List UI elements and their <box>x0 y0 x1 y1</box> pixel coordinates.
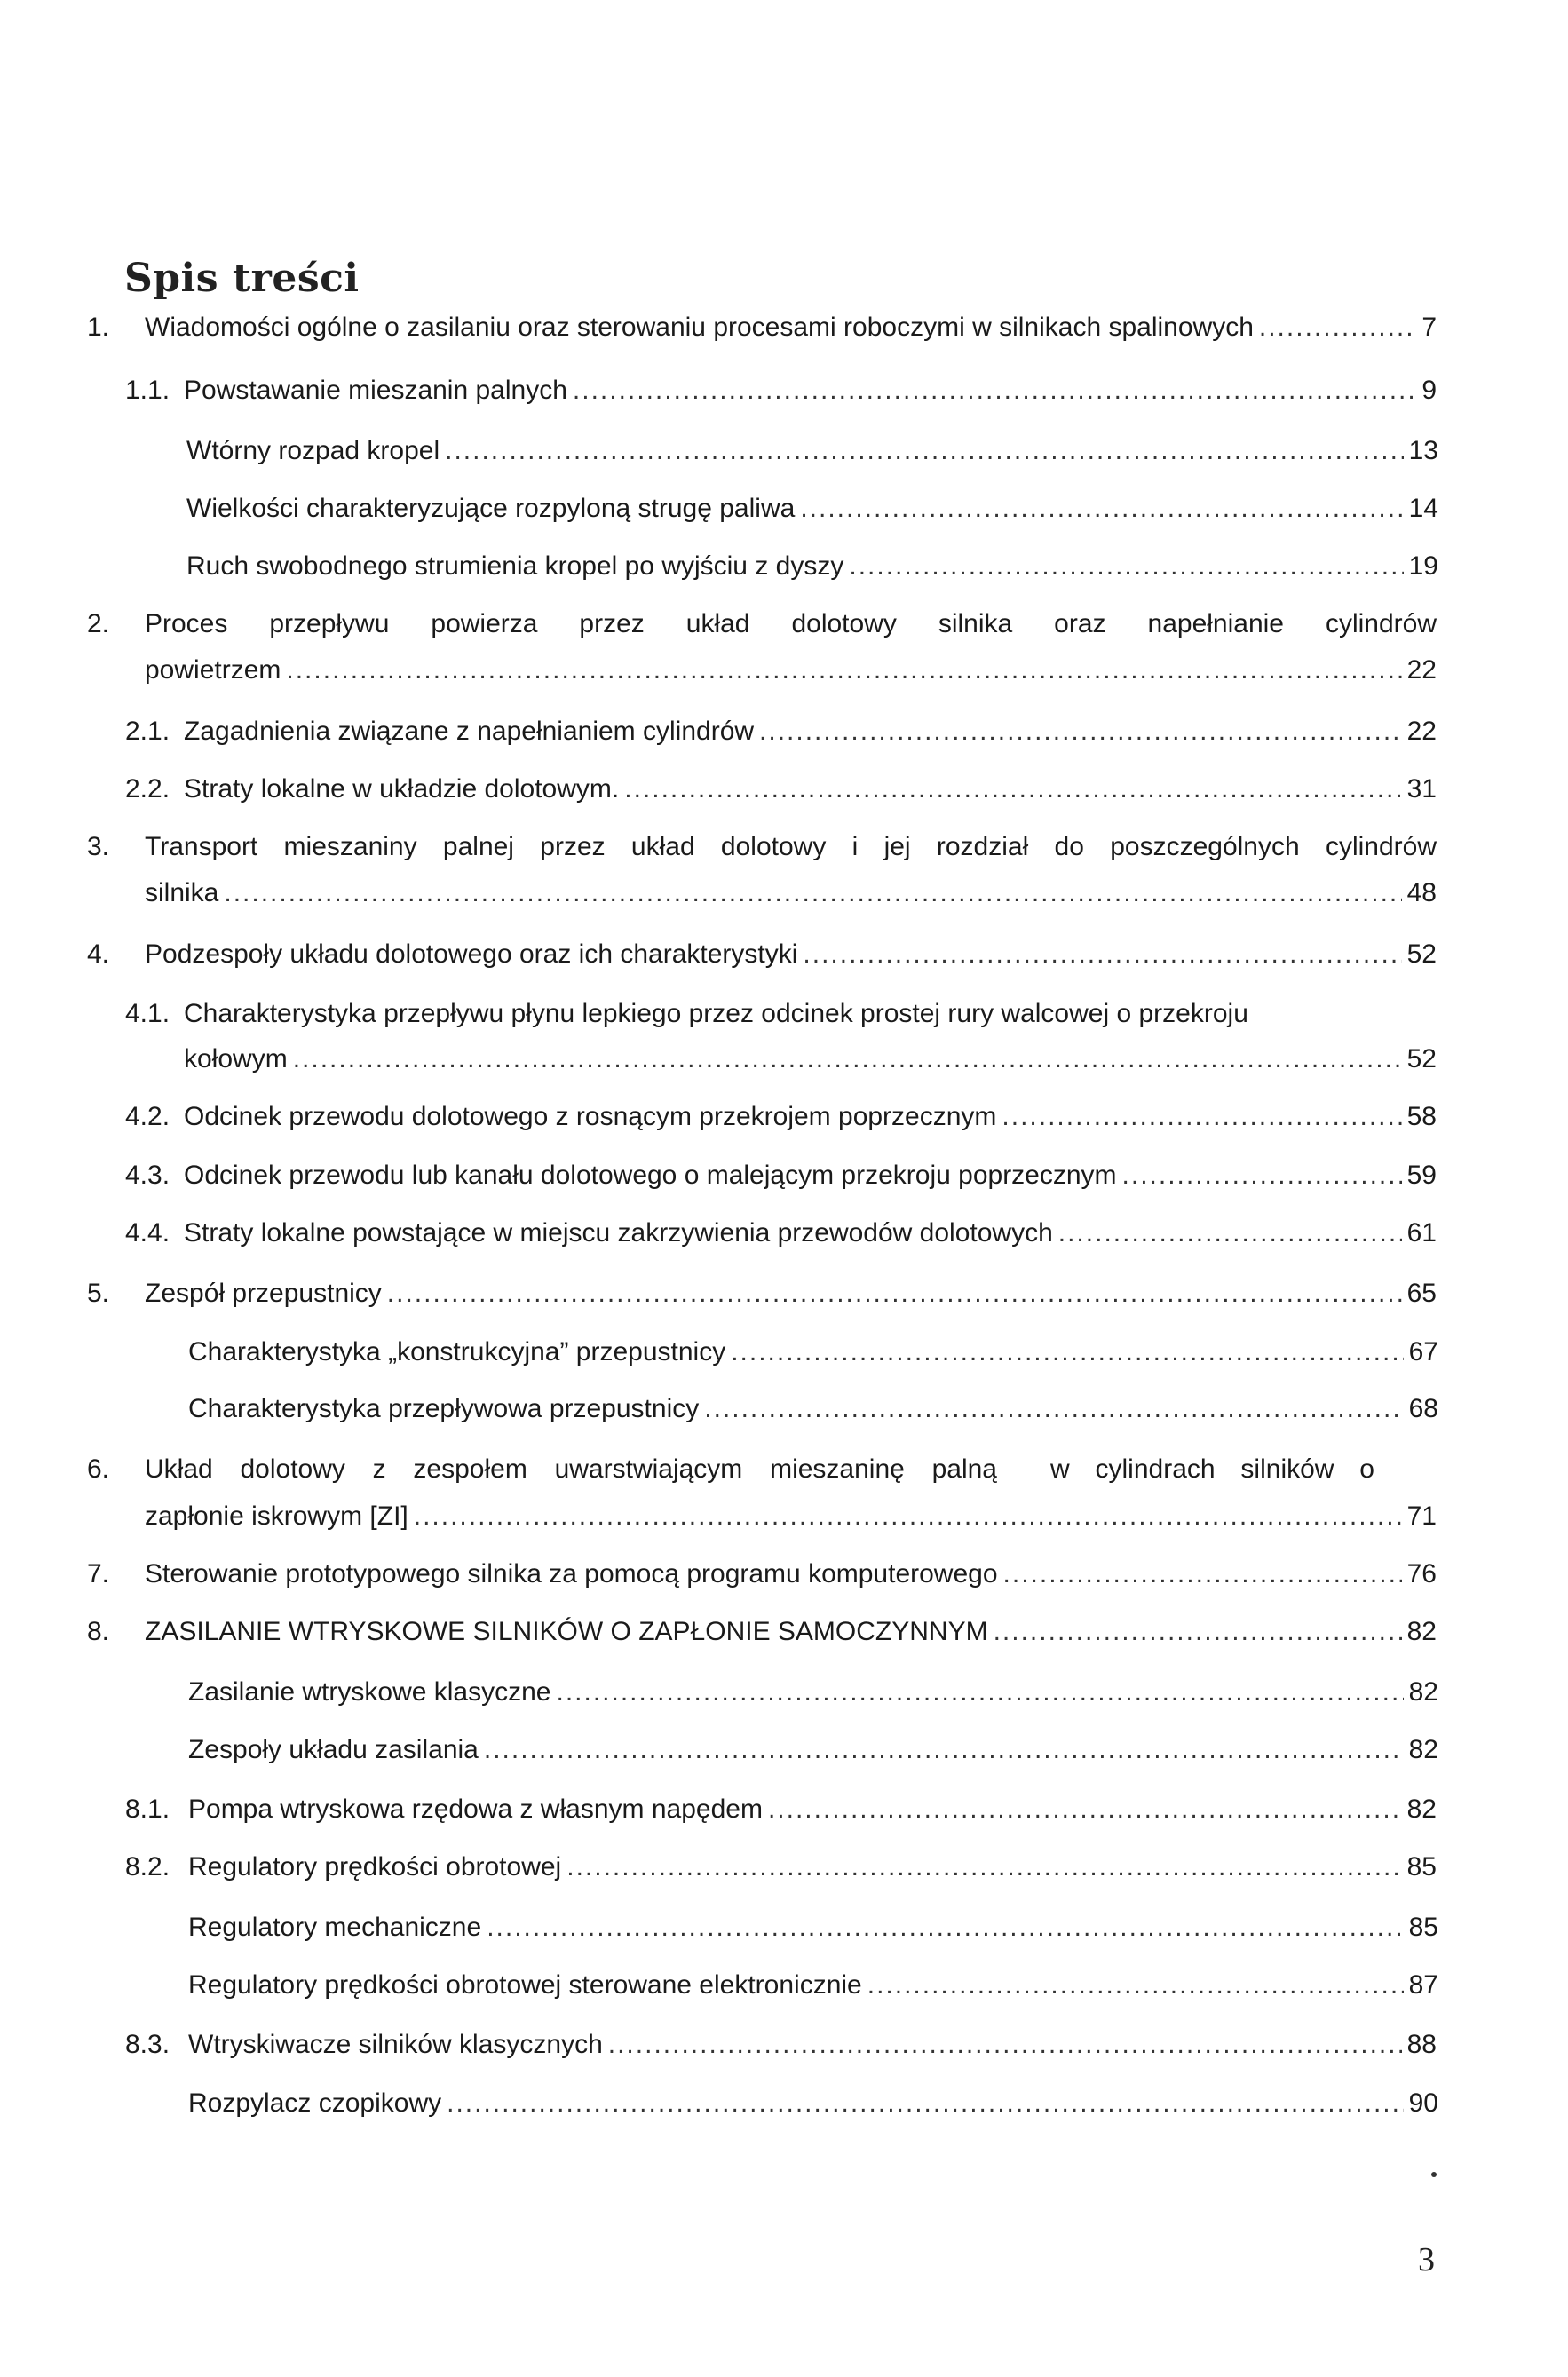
entry-page: 48 <box>1406 878 1437 907</box>
entry-page: 82 <box>1406 1617 1437 1646</box>
entry-number: 6. <box>87 1454 110 1484</box>
dot-leader <box>293 1042 1402 1077</box>
entry-page: 7 <box>1421 313 1437 342</box>
toc-entry[interactable] <box>186 433 1438 469</box>
dot-leader <box>487 1910 1403 1945</box>
dot-leader <box>573 373 1416 408</box>
toc-entry[interactable] <box>184 714 1437 749</box>
entry-label-line1-cont: w cylindrach silników o <box>1050 1454 1374 1484</box>
toc-entry[interactable] <box>188 1850 1437 1885</box>
dot-leader <box>1259 310 1416 345</box>
toc-entry[interactable] <box>184 1216 1437 1251</box>
toc-entry[interactable] <box>184 1042 1437 1077</box>
dot-leader <box>704 1391 1403 1427</box>
entry-label: Zasilanie wtryskowe klasyczne <box>188 1677 551 1707</box>
dot-leader <box>224 876 1401 911</box>
entry-label-line1: Proces przepływu powierza przez układ dolotowy silnika oraz napełnianie cylindrów <box>145 609 1437 638</box>
dot-leader <box>768 1792 1402 1827</box>
entry-page: 31 <box>1406 774 1437 804</box>
entry-number: 1. <box>87 313 110 342</box>
page-title: Spis treści <box>124 256 360 301</box>
entry-number: 4.2. <box>125 1102 170 1131</box>
entry-label: Straty lokalne powstające w miejscu zakrzywienia przewodów dolotowych <box>184 1218 1053 1248</box>
dot-leader <box>867 1968 1404 2003</box>
entry-page: 22 <box>1406 655 1437 685</box>
entry-label: Charakterystyka przepływowa przepustnicy <box>188 1394 700 1423</box>
toc-entry[interactable] <box>184 373 1437 408</box>
toc-entry[interactable] <box>184 1158 1437 1193</box>
entry-number: 2.2. <box>125 774 170 804</box>
toc-entry[interactable] <box>188 2027 1437 2063</box>
toc-entry[interactable] <box>184 772 1437 807</box>
dot-leader <box>387 1276 1402 1311</box>
entry-number: 8.3. <box>125 2030 170 2059</box>
entry-label: Wtryskiwacze silników klasycznych <box>188 2030 603 2059</box>
toc-entry[interactable] <box>145 1614 1437 1650</box>
entry-page: 87 <box>1408 1970 1438 2000</box>
entry-page: 67 <box>1408 1337 1438 1367</box>
entry-number: 4.4. <box>125 1218 170 1248</box>
entry-number: 3. <box>87 832 110 861</box>
entry-number: 1.1. <box>125 376 170 405</box>
toc-entry[interactable] <box>186 549 1438 584</box>
entry-number: 4.3. <box>125 1161 170 1190</box>
toc-entry[interactable] <box>145 653 1437 688</box>
entry-page: 61 <box>1406 1218 1437 1248</box>
toc-entry[interactable] <box>188 1675 1438 1710</box>
entry-label: Regulatory prędkości obrotowej sterowane elektronicznie <box>188 1970 862 2000</box>
entry-label: zapłonie iskrowym [ZI] <box>145 1501 408 1531</box>
entry-label: Wielkości charakteryzujące rozpyloną strugę paliwa <box>186 494 796 523</box>
toc-entry[interactable] <box>188 2086 1438 2121</box>
dot-leader <box>803 937 1401 972</box>
entry-number: 8.1. <box>125 1795 170 1824</box>
dot-leader <box>484 1732 1404 1768</box>
entry-label: Ruch swobodnego strumienia kropel po wyjściu z dyszy <box>186 551 844 581</box>
entry-number: 8.2. <box>125 1852 170 1882</box>
entry-label: Wiadomości ogólne o zasilaniu oraz sterowaniu procesami roboczymi w silnikach spalinowych <box>145 313 1254 342</box>
dot-leader <box>1002 1099 1401 1135</box>
entry-page: 65 <box>1406 1279 1437 1308</box>
entry-page: 9 <box>1421 376 1437 405</box>
entry-page: 52 <box>1406 939 1437 969</box>
dot-leader <box>445 433 1404 469</box>
entry-label: ZASILANIE WTRYSKOWE SILNIKÓW O ZAPŁONIE SAMOCZYNNYM <box>145 1617 988 1646</box>
entry-page: 52 <box>1406 1044 1437 1074</box>
dot-leader <box>286 653 1401 688</box>
page-number: 3 <box>1418 2241 1435 2278</box>
dot-leader <box>731 1335 1403 1370</box>
entry-page: 59 <box>1406 1161 1437 1190</box>
toc-entry[interactable] <box>188 1732 1438 1768</box>
entry-page: 82 <box>1408 1735 1438 1764</box>
toc-entry[interactable] <box>145 1276 1437 1311</box>
toc-entry[interactable] <box>188 1391 1438 1427</box>
dot-leader <box>566 1850 1401 1885</box>
toc-entry[interactable] <box>188 1792 1437 1827</box>
entry-number: 2.1. <box>125 717 170 746</box>
entry-label: silnika <box>145 878 219 907</box>
toc-entry[interactable] <box>188 1335 1438 1370</box>
dot-leader <box>414 1499 1402 1534</box>
entry-label: Odcinek przewodu dolotowego z rosnącym przekrojem poprzecznym <box>184 1102 997 1131</box>
toc-entry[interactable] <box>184 1099 1437 1135</box>
toc-entry[interactable] <box>186 491 1438 527</box>
toc-entry[interactable] <box>145 1557 1437 1592</box>
entry-page: 14 <box>1408 494 1438 523</box>
toc-entry[interactable] <box>145 876 1437 911</box>
entry-page: 88 <box>1406 2030 1437 2059</box>
entry-label: Zespół przepustnicy <box>145 1279 382 1308</box>
entry-label: Pompa wtryskowa rzędowa z własnym napędem <box>188 1795 763 1824</box>
entry-label: Sterowanie prototypowego silnika za pomocą programu komputerowego <box>145 1559 998 1589</box>
entry-number: 8. <box>87 1617 110 1646</box>
dot-leader <box>1058 1216 1402 1251</box>
entry-label: Rozpylacz czopikowy <box>188 2088 442 2118</box>
entry-page: 58 <box>1406 1102 1437 1131</box>
entry-number: 7. <box>87 1559 110 1589</box>
entry-label: Charakterystyka „konstrukcyjna” przepustnicy <box>188 1337 726 1367</box>
entry-page: 13 <box>1408 436 1438 465</box>
entry-page: 82 <box>1406 1795 1437 1824</box>
entry-label: Podzespoły układu dolotowego oraz ich charakterystyki <box>145 939 798 969</box>
entry-label: Straty lokalne w układzie dolotowym. <box>184 774 620 804</box>
dot-leader <box>447 2086 1404 2121</box>
entry-number: 5. <box>87 1279 110 1308</box>
entry-page: 19 <box>1408 551 1438 581</box>
toc-entry[interactable] <box>145 937 1437 972</box>
entry-label: Zespoły układu zasilania <box>188 1735 479 1764</box>
dot-leader <box>849 549 1403 584</box>
entry-label: Powstawanie mieszanin palnych <box>184 376 567 405</box>
dot-leader <box>608 2027 1402 2063</box>
entry-number: 2. <box>87 609 110 638</box>
entry-label-line1: Charakterystyka przepływu płynu lepkiego przez odcinek prostej rury walcowej o przekroju <box>184 999 1248 1028</box>
dot-leader <box>994 1614 1402 1650</box>
entry-label: powietrzem <box>145 655 281 685</box>
entry-page: 68 <box>1408 1394 1438 1423</box>
entry-number: 4.1. <box>125 999 170 1028</box>
toc-entry[interactable] <box>145 1499 1437 1534</box>
toc-entry[interactable] <box>188 1968 1438 2003</box>
entry-label: Wtórny rozpad kropel <box>186 436 440 465</box>
entry-page: 85 <box>1408 1913 1438 1942</box>
entry-number: 4. <box>87 939 110 969</box>
scan-speck <box>1431 2172 1437 2177</box>
entry-page: 85 <box>1406 1852 1437 1882</box>
entry-page: 22 <box>1406 717 1437 746</box>
dot-leader <box>800 491 1403 527</box>
entry-page: 71 <box>1406 1501 1437 1531</box>
toc-entry[interactable] <box>188 1910 1438 1945</box>
entry-label: Odcinek przewodu lub kanału dolotowego o malejącym przekroju poprzecznym <box>184 1161 1117 1190</box>
dot-leader <box>556 1675 1403 1710</box>
toc-entry[interactable] <box>145 310 1437 345</box>
dot-leader <box>1122 1158 1402 1193</box>
dot-leader <box>759 714 1402 749</box>
entry-label-line1: Układ dolotowy z zespołem uwarstwiającym mieszaninę palną <box>145 1454 997 1484</box>
entry-label: Zagadnienia związane z napełnianiem cylindrów <box>184 717 755 746</box>
entry-label: kołowym <box>184 1044 288 1074</box>
entry-page: 76 <box>1406 1559 1437 1589</box>
entry-label: Regulatory mechaniczne <box>188 1913 482 1942</box>
entry-page: 82 <box>1408 1677 1438 1707</box>
entry-label-line1: Transport mieszaniny palnej przez układ dolotowy i jej rozdział do poszczególnych cylindrów <box>145 832 1437 861</box>
dot-leader <box>1003 1557 1402 1592</box>
dot-leader <box>624 772 1401 807</box>
entry-page: 90 <box>1408 2088 1438 2118</box>
entry-label: Regulatory prędkości obrotowej <box>188 1852 562 1882</box>
